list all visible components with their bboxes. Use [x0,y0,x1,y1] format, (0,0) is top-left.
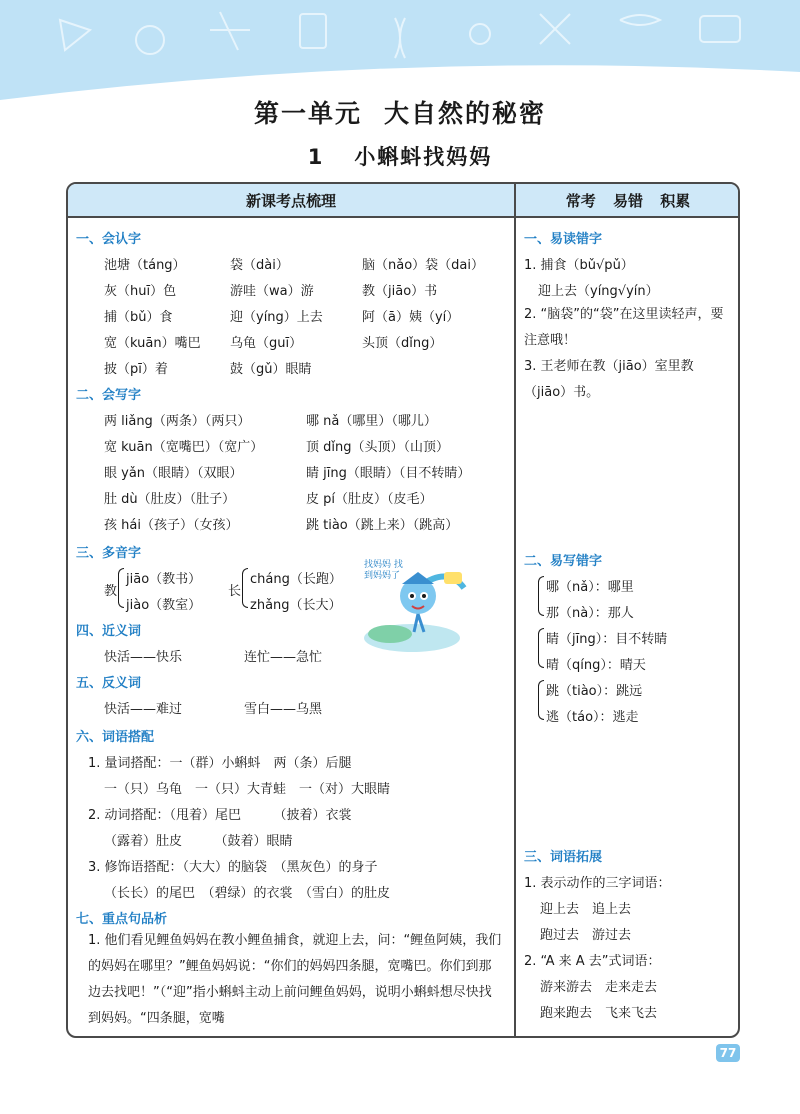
unit-label: 第一单元 [253,99,362,128]
write-cell: 眼 yǎn（眼睛）（双眼） [104,466,243,481]
expand-line: 跑过去 游过去 [540,928,632,943]
recognize-cell: 池塘（táng） [104,258,186,273]
section-write-title: 二、会写字 [76,388,142,403]
section-sentence-title: 七、重点句品析 [76,912,168,927]
miswrite-item: 逃（táo）：逃走 [546,710,639,725]
tadpole-cartoon-illustration [360,556,476,660]
brace-icon [538,680,544,720]
section-expand-title: 三、词语拓展 [524,850,603,865]
recognize-cell: 捕（bǔ）食 [104,310,173,325]
write-cell: 宽 kuān（宽嘴巴）（宽广） [104,440,264,455]
brace-icon [538,576,544,616]
miswrite-item: 跳（tiào）：跳远 [546,684,643,699]
page-number: 77 [716,1044,740,1062]
write-cell: 孩 hái（孩子）（女孩） [104,518,239,533]
collocation-line: （长长）的尾巴 （碧绿）的衣裳 （雪白）的肚皮 [104,886,391,901]
misread-line: 1. 捕食（bǔ√pǔ） [524,258,634,273]
section-polyphone-title: 三、多音字 [76,546,142,561]
miswrite-item: 那（nà）：那人 [546,606,634,621]
sentence-analysis: 1. 他们看见鲤鱼妈妈在教小鲤鱼捕食，就迎上去，问：“鲤鱼阿姨，我们的妈妈在哪里？”鲤鱼妈妈说：“你们的妈妈四条腿，宽嘴巴。你们到那边去找吧！”（“迎”指小蝌蚪主动上前问鲤鱼妈妈，说明小蝌蚪想尽快找到妈妈。“四条腿，宽嘴 [88,933,502,1026]
section-misread-title: 一、易读错字 [524,232,603,247]
write-cell: 跳 tiào（跳上来）（跳高） [306,518,459,533]
synonym-pair: 快活——快乐 [104,650,183,665]
polyphone-reading: jiāo（教书） [126,572,202,587]
recognize-cell: 宽（kuān）嘴巴 [104,336,201,351]
write-cell: 哪 nǎ（哪里）（哪儿） [306,414,437,429]
collocation-line: （露着）肚皮 （鼓着）眼睛 [104,834,293,849]
unit-topic: 大自然的秘密 [384,99,547,128]
polyphone-reading: jiào（教室） [126,598,202,613]
recognize-cell: 游哇（wa）游 [230,284,314,299]
misread-note: 2. “脑袋”的“袋”在这里读轻声，要注意哦！ [524,307,724,348]
expand-line: 2. “A 来 A 去”式词语： [524,954,661,969]
write-cell: 肚 dù（肚皮）（肚子） [104,492,236,507]
misread-line: 迎上去（yíng√yín） [538,284,659,299]
recognize-cell: 袋（dài） [230,258,289,273]
right-column-heading: 常考 易错 积累 [516,184,740,218]
unit-title [0,94,800,130]
antonym-pair: 快活——难过 [104,702,183,717]
section-synonyms-title: 四、近义词 [76,624,142,639]
collocation-line: 2. 动词搭配：（甩着）尾巴 （披着）衣裳 [88,808,352,823]
recognize-cell: 鼓（gǔ）眼睛 [230,362,312,377]
polyphone-reading: zhǎng（长大） [250,598,342,613]
recognize-cell: 阿（ā）姨（yí） [362,310,460,325]
section-recognize-title: 一、会认字 [76,232,142,247]
expand-line: 游来游去 走来走去 [540,980,658,995]
collocation-line: 1. 量词搭配：一（群）小蝌蚪 两（条）后腿 [88,756,352,771]
recognize-cell: 迎（yíng）上去 [230,310,323,325]
synonym-pair: 连忙——急忙 [244,650,323,665]
header-decoration [0,0,800,100]
recognize-cell: 脑（nǎo）袋（dai） [362,258,484,273]
recognize-cell: 教（jiāo）书 [362,284,438,299]
left-column-heading: 新课考点梳理 [68,184,514,218]
expand-line: 1. 表示动作的三字词语： [524,876,671,891]
polyphone-char: 教 [104,584,118,599]
brace-icon [118,568,124,608]
miswrite-item: 晴（qíng）：晴天 [546,658,646,673]
section-antonyms-title: 五、反义词 [76,676,142,691]
expand-line: 迎上去 追上去 [540,902,632,917]
misread-note: 3. 王老师在教（jiāo）室里教（jiāo）书。 [524,359,694,400]
section-collocation-title: 六、词语搭配 [76,730,155,745]
miswrite-item: 哪（nǎ）：哪里 [546,580,634,595]
brace-icon [538,628,544,668]
lesson-title [0,141,800,171]
recognize-cell: 披（pī）着 [104,362,168,377]
recognize-cell: 头顶（dǐng） [362,336,443,351]
cartoon-caption: 找妈妈 找到妈妈了 [364,560,403,581]
collocation-line: 一（只）乌龟 一（只）大青蛙 一（对）大眼睛 [104,782,391,797]
write-cell: 皮 pí（肚皮）（皮毛） [306,492,433,507]
column-divider [514,184,516,1038]
recognize-cell: 灰（huī）色 [104,284,177,299]
collocation-line: 3. 修饰语搭配：（大大）的脑袋 （黑灰色）的身子 [88,860,378,875]
content-frame [66,182,740,1038]
recognize-cell: 乌龟（guī） [230,336,303,351]
brace-icon [242,568,248,608]
lesson-name: 小蝌蚪找妈妈 [354,145,493,169]
write-cell: 睛 jīng（眼睛）（目不转睛） [306,466,471,481]
antonym-pair: 雪白——乌黑 [244,702,323,717]
miswrite-item: 睛（jīng）：目不转睛 [546,632,668,647]
lesson-number: 1 [307,145,325,169]
write-cell: 顶 dǐng（头顶）（山顶） [306,440,449,455]
polyphone-reading: cháng（长跑） [250,572,342,587]
polyphone-char: 长 [228,584,242,599]
expand-line: 跑来跑去 飞来飞去 [540,1006,658,1021]
section-miswrite-title: 二、易写错字 [524,554,603,569]
write-cell: 两 liǎng（两条）（两只） [104,414,251,429]
